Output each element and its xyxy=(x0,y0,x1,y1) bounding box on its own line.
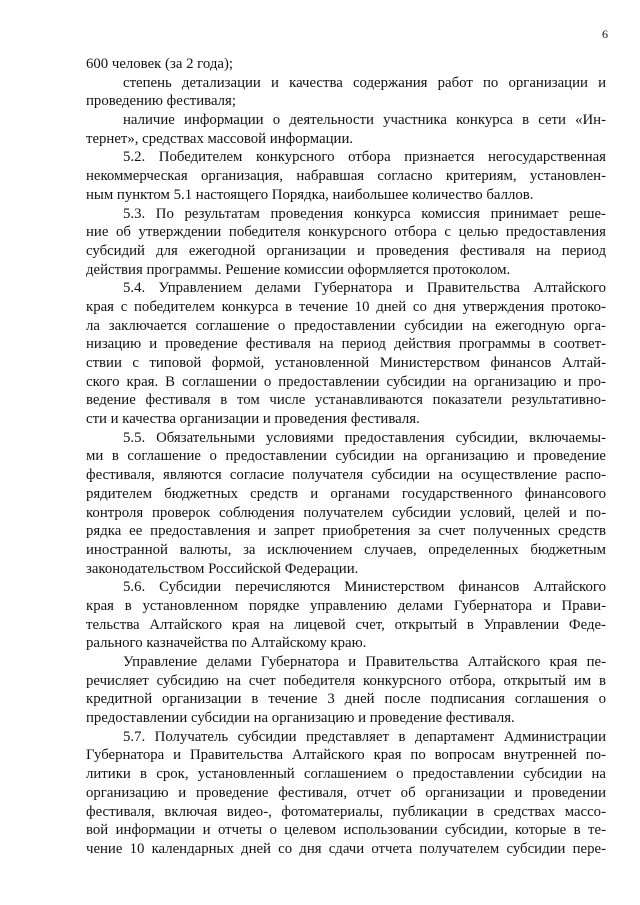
text-line: 600 человек (за 2 года); xyxy=(86,56,233,72)
text-line: рядителем бюджетных средств и органами государственного финансового xyxy=(86,485,606,502)
text-line: низацию и проведение фестиваля на период действия программы в соответ- xyxy=(86,336,606,353)
text-line: наличие информации о деятельности участника конкурса в сети «Ин- xyxy=(123,112,606,129)
text-line: предоставлении субсидии на организацию и проведение фестиваля. xyxy=(86,710,515,727)
text-line: речисляет субсидию на счет победителя конкурсного отбора, открытый им в xyxy=(86,672,606,689)
text-line: Управление делами Губернатора и Правительства Алтайского края пе- xyxy=(123,654,606,670)
text-line: края в установленном порядке управлению делами Губернатора и Прави- xyxy=(86,597,606,614)
text-line: вой информации и отчеты о целевом использовании субсидии, которые в те- xyxy=(86,822,606,839)
text-line: 5.5. Обязательными условиями предоставления субсидии, включаемы- xyxy=(123,429,606,446)
text-line: ведение фестиваля в том числе устанавливаются показатели результативно- xyxy=(86,392,606,409)
text-line: 5.6. Субсидии перечисляются Министерством финансов Алтайского xyxy=(123,579,606,596)
text-line: контроля проверок соблюдения получателем субсидии условий, целей и по- xyxy=(86,504,606,521)
text-line: Губернатора и Правительства Алтайского края по вопросам внутренней по- xyxy=(86,747,606,764)
text-line: законодательством Российской Федерации. xyxy=(86,560,359,577)
text-line: субсидий для ежегодной организации и проведения фестиваля на период xyxy=(86,242,606,259)
document-body xyxy=(86,55,606,859)
text-line: ми в соглашение о предоставлении субсидии на организацию и проведение xyxy=(86,448,606,465)
text-line: ствии с типовой формой, установленной Министерством финансов Алтай- xyxy=(86,355,606,371)
text-line: литики в срок, установленный соглашением о предоставлении субсидии на xyxy=(86,766,606,783)
text-line: чение 10 календарных дней со дня сдачи отчета получателем субсидии пере- xyxy=(86,840,606,857)
text-line: ского края. В соглашении о предоставлении субсидии на организацию и про- xyxy=(86,373,606,390)
text-line: фестиваля, являются согласие получателя субсидии на осуществление распо- xyxy=(86,467,606,484)
text-line: иностранной валюты, за исключением случаев, определенных бюджетным xyxy=(86,541,606,558)
text-line: края с победителем конкурса в течение 10 дней со дня утверждения протоко- xyxy=(86,298,606,315)
text-line: 5.3. По результатам проведения конкурса комиссия принимает реше- xyxy=(123,205,606,222)
text-line: организацию и проведение фестиваля, отчет об организации и проведении xyxy=(86,784,606,801)
text-line: ным пунктом 5.1 настоящего Порядка, наибольшее количество баллов. xyxy=(86,186,534,203)
text-line: ние об утверждении победителя конкурсного отбора с целью предоставления xyxy=(86,224,606,241)
page-number: 6 xyxy=(602,27,608,41)
text-line: проведению фестиваля; xyxy=(86,93,236,110)
text-line: некоммерческая организация, набравшая согласно критериям, установлен- xyxy=(86,168,606,185)
text-line: 5.4. Управлением делами Губернатора и Правительства Алтайского xyxy=(123,280,606,297)
text-line: сти и качества организации и проведения фестиваля. xyxy=(86,411,420,428)
text-line: 5.7. Получатель субсидии представляет в департамент Администрации xyxy=(123,728,606,745)
text-line: тельства Алтайского края на лицевой счет, открытый в Управлении Феде- xyxy=(86,616,606,633)
text-line: действия программы. Решение комиссии оформляется протоколом. xyxy=(86,261,511,278)
text-line: рального казначейства по Алтайскому краю. xyxy=(86,635,367,652)
text-line: степень детализации и качества содержания работ по организации и xyxy=(123,74,606,91)
text-line: кредитной организации в течение 3 дней после подписания соглашения о xyxy=(86,691,606,708)
text-line: ла заключается соглашение о предоставлении субсидии на ежегодную орга- xyxy=(86,317,606,334)
text-line: фестиваля, включая видео-, фотоматериалы, публикации в средствах массо- xyxy=(86,803,606,820)
text-line: рядка ее предоставления и запрет приобретения за счет полученных средств xyxy=(86,523,606,540)
text-line: тернет», средствах массовой информации. xyxy=(86,130,354,147)
text-line: 5.2. Победителем конкурсного отбора признается негосударственная xyxy=(123,149,606,166)
